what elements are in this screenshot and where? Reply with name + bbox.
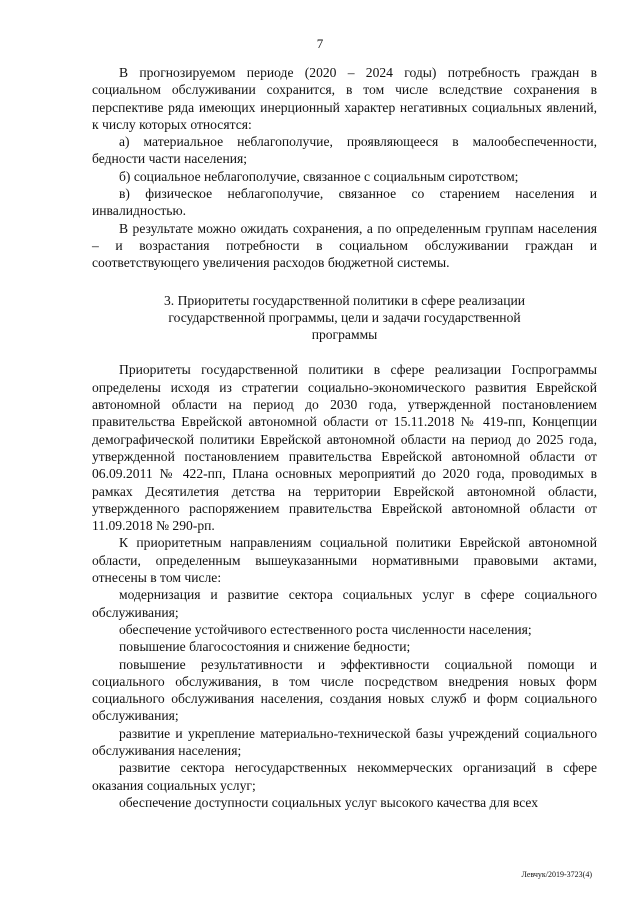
paragraph: В прогнозируемом периоде (2020 – 2024 годы) потребность граждан в социальном обслуживании сохранится, в том числе вследствие сохранения в перспективе ряда имеющих инерционный характер негативных социальных явлений, к числу которых относятся: [92,65,597,132]
page-number: 7 [316,36,324,51]
paragraph: Приоритеты государственной политики в сфере реализации Госпрограммы определены исходя из стратегии социально-экономического развития Еврейской автономной области на период до 2030 года, утвержденной постановлением правительства Еврейской автономной области от 15.11.2018 № 419-пп, Концепции демографической политики Еврейской автономной области на период до 2025 года, утвержденной постановлением правительства Еврейской автономной области от 06.09.2011 № 422-пп, Плана основных мероприятий до 2020 года, проводимых в рамках Десятилетия детства на территории Еврейской автономной области, утвержденного распоряжением правительства Еврейской автономной области от 11.09.2018 № 290-рп. [92,362,597,534]
paragraph: К приоритетным направлениям социальной политики Еврейской автономной области, определенным вышеуказанными нормативными правовыми актами, отнесены в том числе: [92,535,597,586]
list-item: развитие и укрепление материально-технической базы учреждений социального обслуживания населения; [92,725,597,758]
section-heading [92,292,597,344]
document-body [92,64,597,811]
list-item: обеспечение доступности социальных услуг высокого качества для всех [119,794,539,810]
list-item-c: в) физическое неблагополучие, связанное со старением населения и инвалидностью. [92,186,597,219]
section-heading-line: программы [311,327,378,343]
paragraph: В результате можно ожидать сохранения, а по определенным группам населения – и возрастания потребности в социальном обслуживании граждан и соответствующего увеличения расходов бюджетной системы. [92,220,597,271]
list-item: повышение результативности и эффективности социальной помощи и социального обслуживания, в том числе посредством внедрения новых форм социального обслуживания населения, создания новых служб и форм социального обслуживания; [92,656,597,724]
list-item: развитие сектора негосударственных некоммерческих организаций в сфере оказания социальных услуг; [92,760,597,793]
list-item-a: а) материальное неблагополучие, проявляющееся в малообеспеченности, бедности части населения; [92,134,597,167]
section-heading-line: государственной программы, цели и задачи государственной [168,309,521,325]
list-item: обеспечение устойчивого естественного роста численности населения; [119,621,532,637]
section-heading-line: 3. Приоритеты государственной политики в сфере реализации [163,292,526,308]
list-item: повышение благосостояния и снижение бедности; [119,639,411,655]
footer-code: Левчук/2019-3723(4) [521,870,592,879]
list-item-b: б) социальное неблагополучие, связанное с социальным сиротством; [119,168,519,184]
list-item: модернизация и развитие сектора социальных услуг в сфере социального обслуживания; [92,587,597,620]
